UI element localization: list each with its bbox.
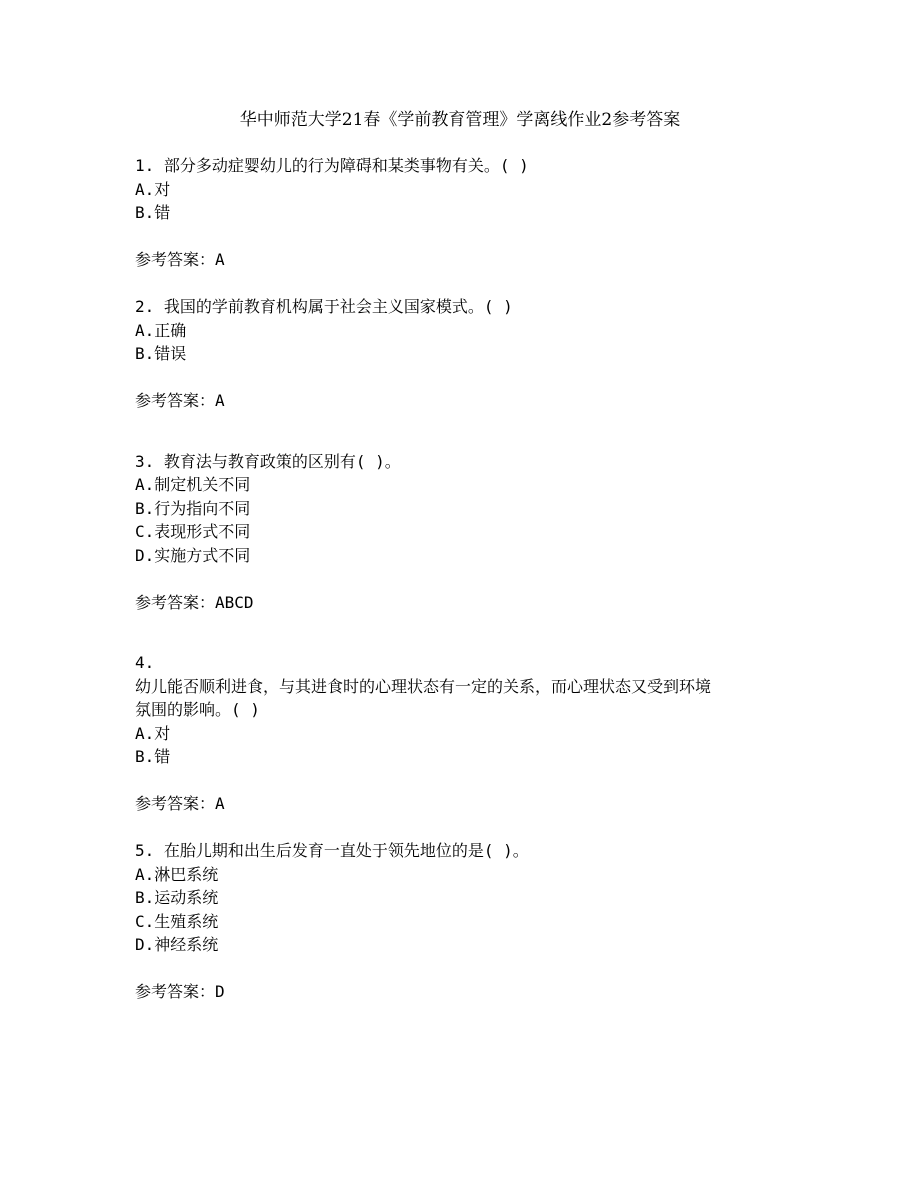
question-3-option-c: C.表现形式不同	[135, 522, 251, 541]
question-3-option-a: A.制定机关不同	[135, 475, 251, 494]
question-5-option-a: A.淋巴系统	[135, 864, 219, 884]
spacer	[135, 957, 795, 981]
spacer	[135, 614, 795, 651]
spacer	[135, 769, 795, 793]
question-5-answer: 参考答案：D	[135, 982, 225, 1001]
question-2-answer: 参考答案：A	[135, 391, 225, 410]
document-title: 华中师范大学21春《学前教育管理》学离线作业2参考答案	[239, 110, 681, 130]
question-1-option-a: A.对	[135, 179, 171, 199]
question-5-option-b: B.运动系统	[135, 888, 219, 907]
question-2-option-b: B.错误	[135, 344, 187, 363]
question-4-option-b: B.错	[135, 747, 171, 766]
question-5-prompt: 5. 在胎儿期和出生后发育一直处于领先地位的是( )。	[135, 841, 529, 860]
question-list	[135, 154, 795, 1004]
spacer	[135, 366, 795, 390]
question-4-prompt-line-2: 氛围的影响。( )	[135, 700, 260, 719]
spacer	[135, 272, 795, 296]
question-4-prompt-line-1: 幼儿能否顺利进食，与其进食时的心理状态有一定的关系，而心理状态又受到环境	[135, 676, 712, 696]
question-1-prompt: 1. 部分多动症婴幼儿的行为障碍和某类事物有关。( )	[135, 156, 529, 175]
question-4	[135, 651, 795, 816]
question-5-option-c: C.生殖系统	[135, 911, 219, 931]
spacer	[135, 225, 795, 249]
spacer	[135, 567, 795, 591]
question-5	[135, 839, 795, 1004]
question-2-option-a: A.正确	[135, 320, 187, 340]
question-3-answer: 参考答案：ABCD	[135, 592, 254, 612]
question-3-prompt: 3. 教育法与教育政策的区别有( )。	[135, 451, 401, 471]
question-1	[135, 154, 795, 272]
question-4-answer: 参考答案：A	[135, 794, 225, 813]
spacer	[135, 816, 795, 840]
question-3	[135, 450, 795, 615]
question-2	[135, 295, 795, 413]
question-1-answer: 参考答案：A	[135, 250, 225, 269]
question-5-option-d: D.神经系统	[135, 935, 219, 954]
question-3-option-b: B.行为指向不同	[135, 498, 251, 518]
question-4-number: 4.	[135, 653, 155, 672]
question-3-option-d: D.实施方式不同	[135, 545, 251, 565]
question-2-prompt: 2. 我国的学前教育机构属于社会主义国家模式。( )	[135, 297, 513, 316]
question-4-option-a: A.对	[135, 723, 171, 743]
spacer	[135, 413, 795, 450]
question-1-option-b: B.错	[135, 203, 171, 222]
